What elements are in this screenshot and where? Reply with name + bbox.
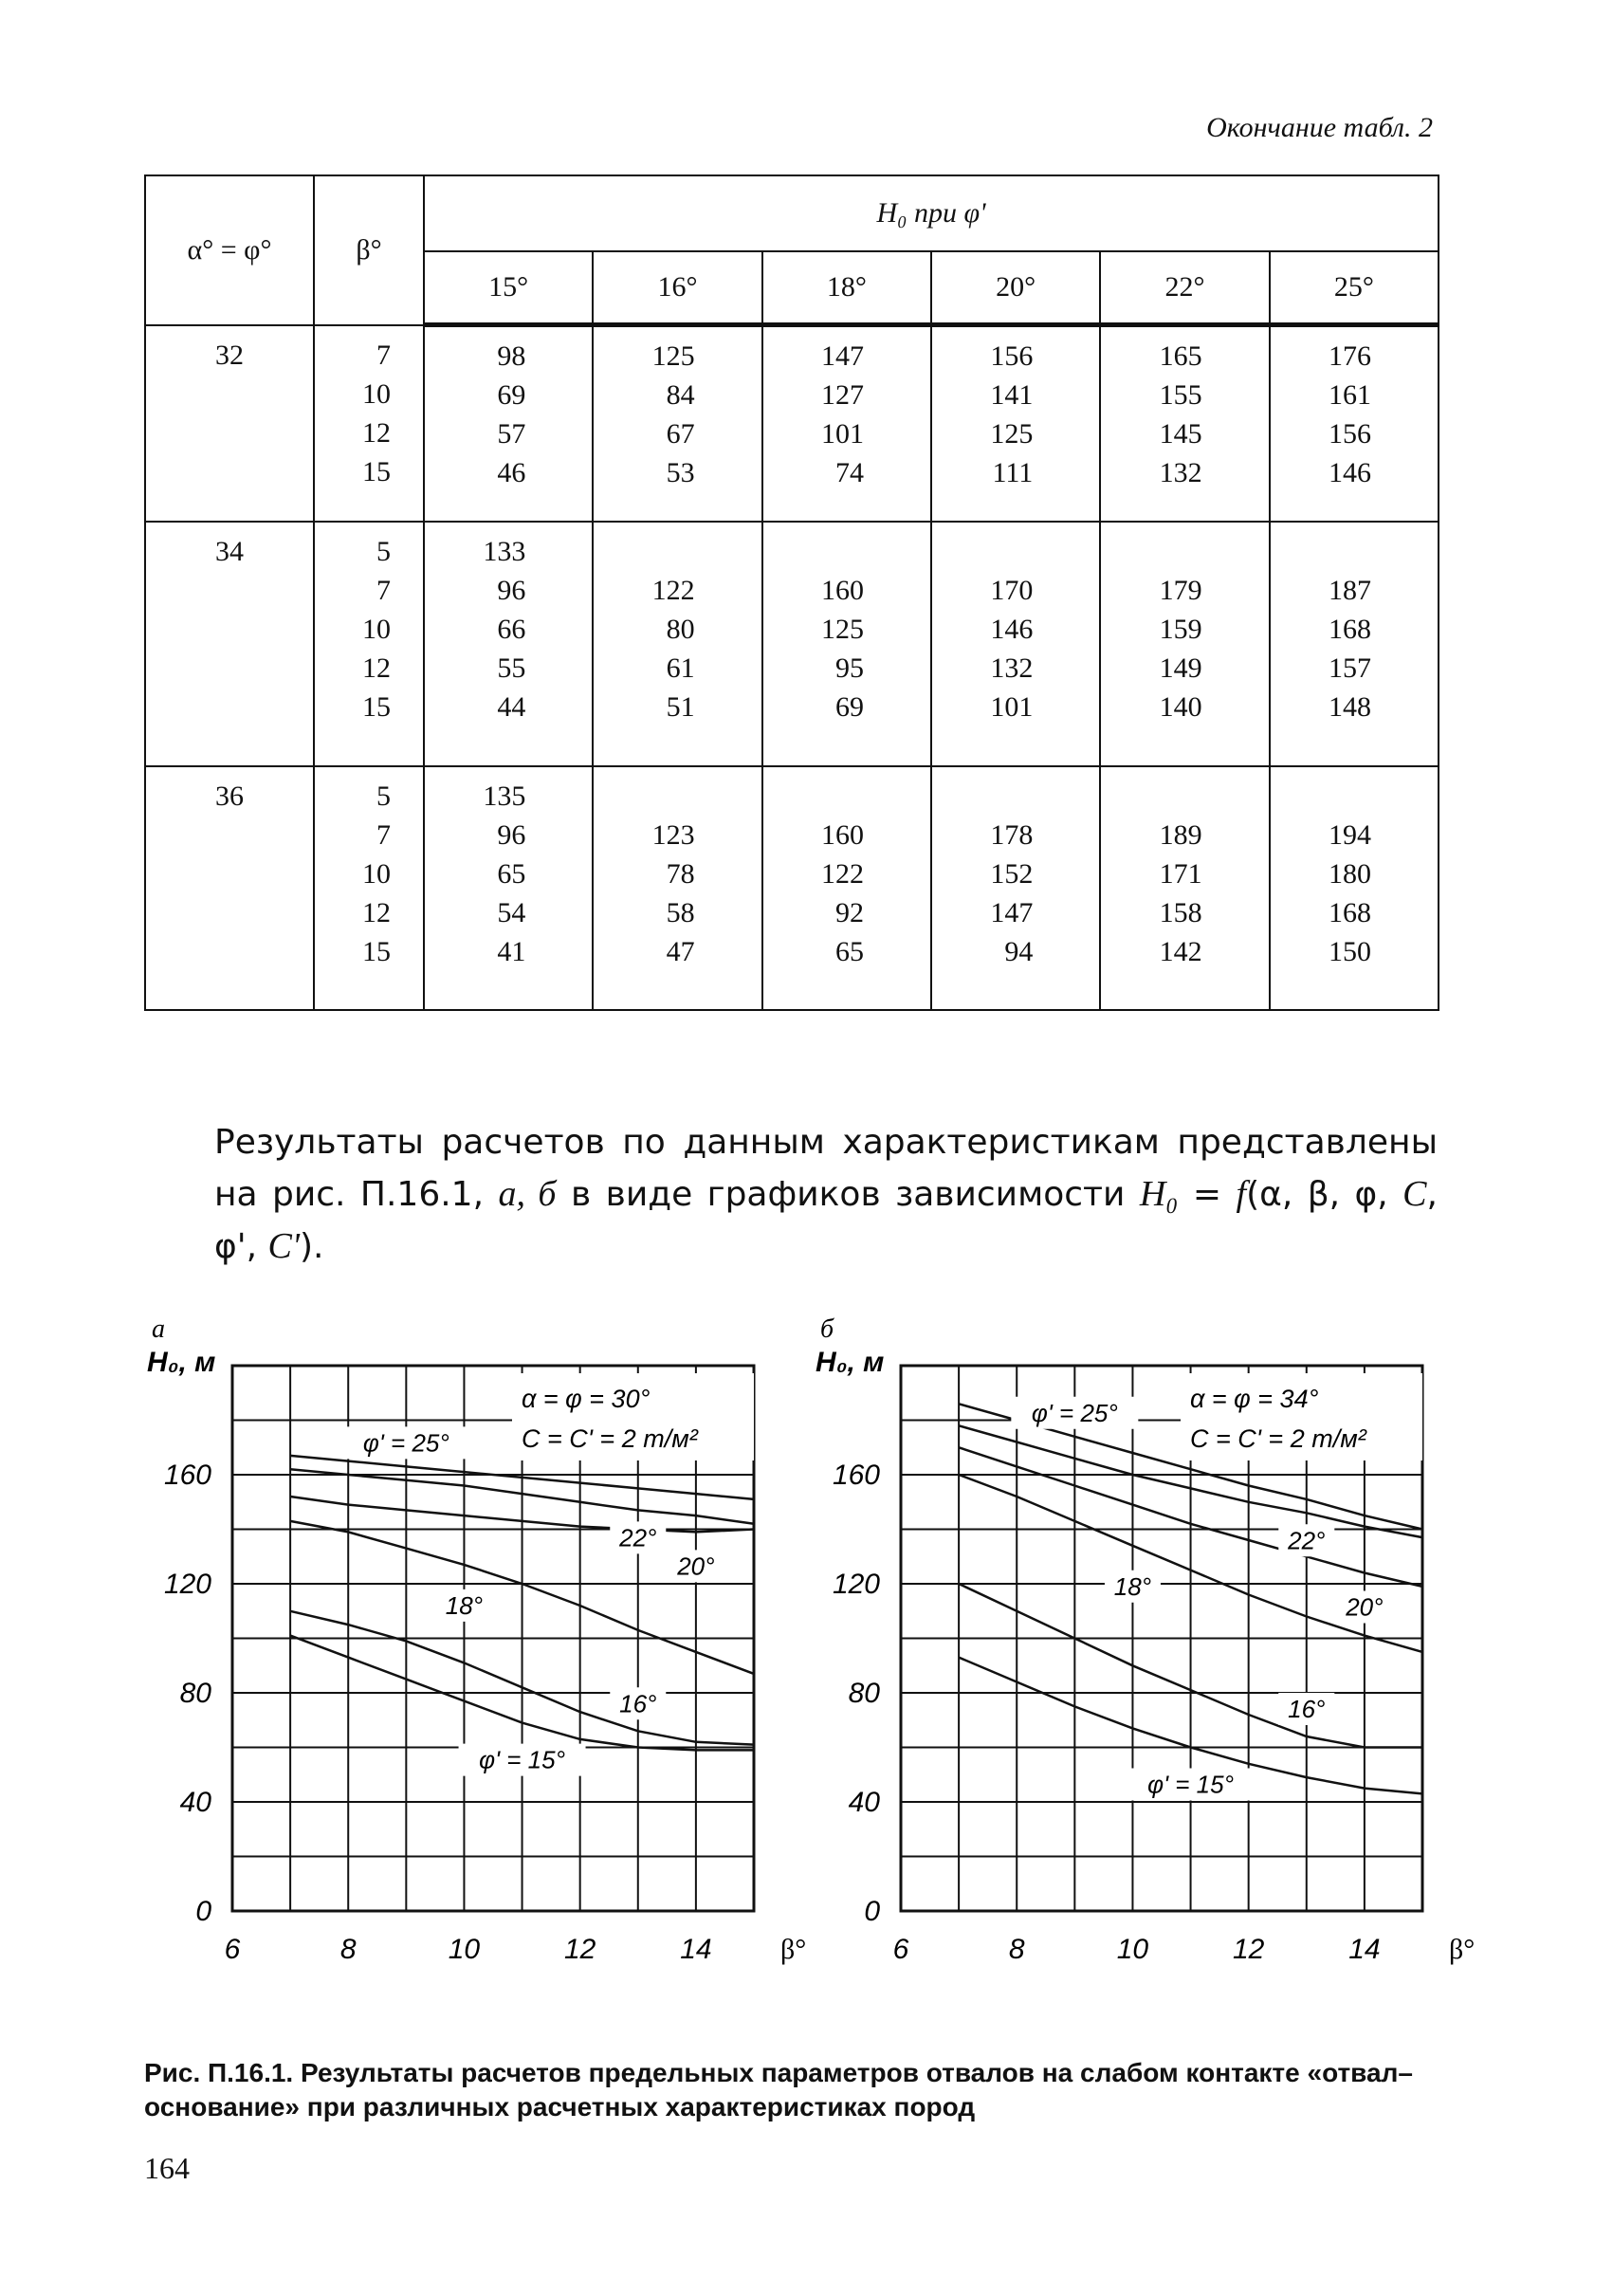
- series-label: 20°: [1346, 1592, 1384, 1622]
- header-beta: β°: [314, 175, 424, 325]
- cell-alpha: 36: [145, 766, 314, 1010]
- chart-a-svg: [142, 1313, 806, 2015]
- cell-h0-values: 165 155 145 132: [1100, 325, 1269, 523]
- cell-h0-values: 194 180 168 150: [1270, 766, 1439, 1010]
- header-phi-16: 16°: [593, 251, 761, 325]
- cell-h0-values: 170 146 132 101: [931, 522, 1100, 765]
- header-phi-15: 15°: [424, 251, 593, 325]
- x-tick-label: 12: [1232, 1934, 1265, 1965]
- cell-h0-values: 98 69 57 46: [424, 325, 593, 523]
- y-tick-label: 40: [179, 1787, 211, 1818]
- annotation-text: α = φ = 34°: [1190, 1385, 1319, 1413]
- series-label: 16°: [1288, 1695, 1326, 1723]
- cell-beta: 7 10 12 15: [314, 325, 424, 523]
- series-label: 22°: [1288, 1526, 1326, 1555]
- cell-alpha: 32: [145, 325, 314, 523]
- page-number: 164: [144, 2151, 190, 2185]
- figure-caption: Рис. П.16.1. Результаты расчетов предельных параметров отвалов на слабом контакте «отвал–основание» при различных расчетных характеристиках пород: [144, 2058, 1413, 2122]
- series-label: 16°: [619, 1689, 657, 1718]
- series-label: 18°: [1113, 1571, 1152, 1601]
- cell-h0-values: 189 171 158 142: [1100, 766, 1269, 1010]
- y-tick-label: 80: [179, 1678, 211, 1709]
- series-label: 20°: [677, 1552, 715, 1581]
- x-tick-label: 6: [224, 1934, 241, 1965]
- y-axis-label: H₀, м: [147, 1347, 216, 1378]
- chart-panel-b: [811, 1313, 1475, 2020]
- chart-panel-a: [142, 1313, 806, 2020]
- cell-h0-values: 160 122 92 65: [762, 766, 931, 1010]
- y-tick-label: 120: [832, 1569, 880, 1600]
- y-tick-label: 160: [832, 1460, 880, 1491]
- y-axis-label: H₀, м: [816, 1347, 885, 1378]
- cell-h0-values: 160 125 95 69: [762, 522, 931, 765]
- x-tick-label: 10: [448, 1934, 481, 1965]
- cell-h0-values: 178 152 147 94: [931, 766, 1100, 1010]
- cell-h0-values: 122 80 61 51: [593, 522, 761, 765]
- cell-h0-values: 176 161 156 146: [1270, 325, 1439, 523]
- cell-h0-values: 123 78 58 47: [593, 766, 761, 1010]
- y-tick-label: 80: [848, 1678, 880, 1709]
- cell-h0-values: 133 96 66 55 44: [424, 522, 593, 765]
- header-phi-20: 20°: [931, 251, 1100, 325]
- x-tick-label: 8: [1008, 1934, 1025, 1965]
- y-tick-label: 120: [163, 1569, 211, 1600]
- series-label: φ' = 15°: [479, 1745, 565, 1774]
- header-phi-25: 25°: [1270, 251, 1439, 325]
- x-tick-label: 10: [1116, 1934, 1149, 1965]
- cell-h0-values: 156 141 125 111: [931, 325, 1100, 523]
- x-axis-label: β°: [1449, 1934, 1476, 1965]
- x-tick-label: 8: [339, 1934, 357, 1965]
- chart-b-svg: [811, 1313, 1475, 2015]
- cell-alpha: 34: [145, 522, 314, 765]
- header-phi-18: 18°: [762, 251, 931, 325]
- annotation-text: C = C' = 2 т/м²: [522, 1424, 698, 1453]
- cell-h0-values: 187 168 157 148: [1270, 522, 1439, 765]
- results-table: [144, 174, 1439, 1011]
- y-tick-label: 0: [195, 1896, 211, 1927]
- y-tick-label: 40: [848, 1787, 880, 1818]
- series-label: 18°: [445, 1590, 484, 1620]
- cell-beta: 5 7 10 12 15: [314, 766, 424, 1010]
- x-tick-label: 12: [563, 1934, 596, 1965]
- results-paragraph: Результаты расчетов по данным характеристикам представлены на рис. П.16.1, а, б в виде графиков зависимости H₀ = f(α, β, φ, C, φ', C').: [214, 1123, 1438, 1266]
- series-label: φ' = 15°: [1147, 1770, 1234, 1799]
- cell-h0-values: 147 127 101 74: [762, 325, 931, 523]
- header-alpha: α° = φ°: [145, 175, 314, 325]
- cell-h0-values: 179 159 149 140: [1100, 522, 1269, 765]
- x-tick-label: 14: [1348, 1934, 1381, 1965]
- y-tick-label: 0: [864, 1896, 880, 1927]
- x-axis-label: β°: [780, 1934, 807, 1965]
- table-row: [145, 766, 1439, 1010]
- table-continuation-caption: Окончание табл. 2: [1206, 112, 1433, 143]
- header-phi-22: 22°: [1100, 251, 1269, 325]
- cell-h0-values: 125 84 67 53: [593, 325, 761, 523]
- series-label: 22°: [619, 1523, 657, 1552]
- annotation-text: C = C' = 2 т/м²: [1190, 1424, 1366, 1453]
- header-h0: H₀ при φ': [424, 175, 1439, 251]
- annotation-text: α = φ = 30°: [522, 1385, 651, 1413]
- x-tick-label: 14: [680, 1934, 712, 1965]
- table-row: [145, 325, 1439, 523]
- table-row: [145, 522, 1439, 765]
- y-tick-label: 160: [163, 1460, 211, 1491]
- series-label: φ' = 25°: [362, 1428, 449, 1458]
- panel-label: а: [152, 1314, 165, 1344]
- panel-label: б: [820, 1314, 834, 1344]
- x-tick-label: 6: [892, 1934, 909, 1965]
- cell-beta: 5 7 10 12 15: [314, 522, 424, 765]
- cell-h0-values: 135 96 65 54 41: [424, 766, 593, 1010]
- series-label: φ' = 25°: [1031, 1398, 1118, 1427]
